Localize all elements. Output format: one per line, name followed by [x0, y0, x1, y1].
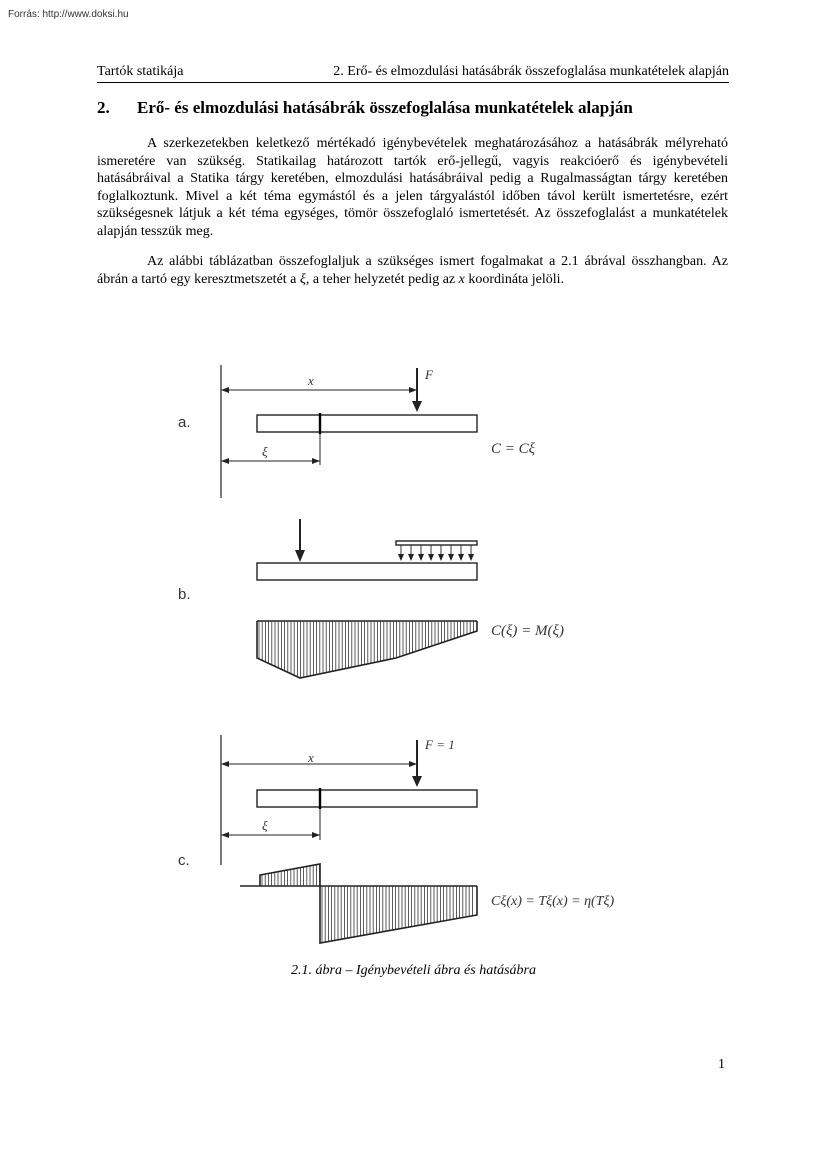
beam-b [257, 563, 477, 580]
x-label-c: x [308, 750, 314, 765]
dimension-arrow-icon [312, 832, 320, 838]
figure-caption: 2.1. ábra – Igénybevételi ábra és hatásábra [291, 963, 536, 978]
figure-part-b [178, 519, 564, 678]
x-symbol: x [458, 271, 465, 287]
arrow-down-icon [448, 554, 454, 561]
formula-c: Cξ(x) = Tξ(x) = η(Tξ) [491, 894, 615, 909]
paragraph-2-part1: Az alábbi táblázatban összefoglaljuk a szükséges ismert fogalmakat a 2.1 ábrával összhangban. Az ábrán a tartó egy keresztmetszetét a [97, 254, 728, 287]
formula-b: C(ξ) = M(ξ) [491, 623, 564, 639]
distributed-load-arrows [398, 545, 474, 561]
distributed-load-bar-b [396, 541, 477, 545]
arrow-down-icon [295, 550, 305, 562]
figure-part-a [178, 365, 536, 498]
arrow-down-icon [458, 554, 464, 561]
dimension-arrow-icon [221, 832, 229, 838]
label-a: a. [178, 414, 191, 431]
shear-diagram-hatching [262, 864, 472, 943]
section-title: Erő- és elmozdulási hatásábrák összefoglalása munkatételek alapján [137, 98, 633, 117]
dimension-arrow-icon [221, 458, 229, 464]
beam-a [257, 415, 477, 432]
dimension-arrow-icon [221, 761, 229, 767]
paragraph-2 [97, 253, 728, 288]
arrow-down-icon [428, 554, 434, 561]
dimension-arrow-icon [409, 387, 417, 393]
paragraph-1-text: A szerkezetekben keletkező mértékadó igénybevételek meghatározásához a hatásábrák mélyreható ismeretére van szükség. Statikailag határozott tartók erő-jellegű, vagyis reakcióerő és igénybevételi hatásábráival a Statika tárgy keretében, elmozdulási hatásábráival pedig a Rugalmasságtan tárgy keretében foglalkoztunk. Mivel a két téma egymástól és a jelen tárgyalástól időben távol került ismertetésre, ezért szükségesnek látjuk a két téma egységes, tömör összefoglaló ismertetését. Az összefoglalást a munkatételek alapján tesszük meg. [97, 136, 728, 239]
page-number: 1 [718, 1057, 725, 1072]
figure-drawing [150, 345, 660, 965]
beam-c [257, 790, 477, 807]
xi-symbol: ξ [299, 271, 306, 287]
dimension-arrow-icon [409, 761, 417, 767]
force-label-c: F = 1 [425, 737, 455, 752]
formula-a: C = Cξ [491, 441, 536, 457]
shear-diagram-outline [260, 864, 477, 943]
dimension-arrow-icon [312, 458, 320, 464]
label-c: c. [178, 852, 190, 869]
arrow-down-icon [408, 554, 414, 561]
figure-2-1 [150, 345, 660, 965]
arrow-down-icon [398, 554, 404, 561]
force-label-a: F [425, 367, 433, 382]
figure-part-c [178, 735, 614, 943]
section-heading [97, 98, 737, 118]
label-b: b. [178, 586, 191, 603]
paragraph-2-part3: koordináta jelöli. [468, 271, 565, 287]
header-right: 2. Erő- és elmozdulási hatásábrák összefoglalása munkatételek alapján [333, 64, 729, 79]
header-left: Tartók statikája [97, 64, 184, 79]
moment-diagram-outline [257, 621, 477, 678]
arrow-down-icon [438, 554, 444, 561]
arrow-down-icon [412, 401, 422, 412]
running-header [97, 62, 729, 83]
section-number: 2. [97, 98, 110, 117]
paragraph-1 [97, 135, 728, 240]
xi-label-c: ξ [262, 818, 268, 833]
x-label-a: x [308, 373, 314, 388]
source-note: Forrás: http://www.doksi.hu [8, 9, 129, 20]
xi-label-a: ξ [262, 444, 268, 459]
arrow-down-icon [468, 554, 474, 561]
moment-diagram-hatching [259, 621, 473, 678]
arrow-down-icon [418, 554, 424, 561]
dimension-arrow-icon [221, 387, 229, 393]
paragraph-2-part2: , a teher helyzetét pedig az [305, 271, 456, 287]
arrow-down-icon [412, 776, 422, 787]
